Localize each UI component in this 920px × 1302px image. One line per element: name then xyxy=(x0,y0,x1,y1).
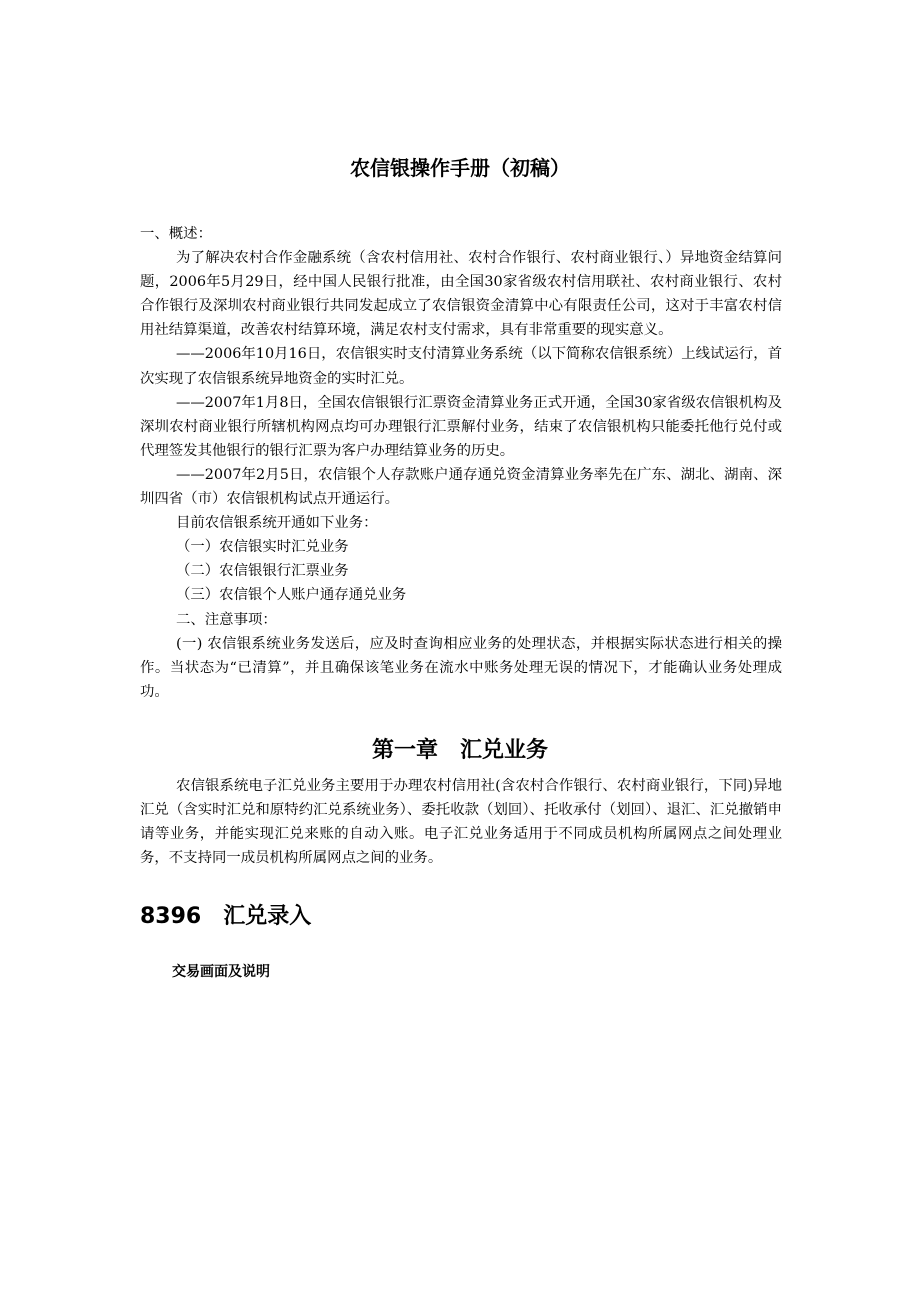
overview-heading: 一、概述： xyxy=(140,226,212,242)
section-heading-8396: 8396 汇兑录入 xyxy=(140,904,312,929)
overview-intro-paragraph: 为了解决农村合作金融系统（含农村信用社、农村合作银行、农村商业银行、）异地资金结算问题，2006年5月29日，经中国人民银行批准，由全国30家省级农村信用联社、农村商业银行、农村合作银行及深圳农村商业银行共同发起成立了农信银资金清算中心有限责任公司，这对于丰富农村信用社结算渠道，改善农村结算环境，满足农村支付需求，具有非常重要的现实意义。 xyxy=(140,250,782,339)
milestone-paragraph: ——2006年10月16日，农信银实时支付清算业务系统（以下简称农信银系统）上线试运行，首次实现了农信银系统异地资金的实时汇兑。 xyxy=(140,346,782,387)
chapter-section xyxy=(140,774,782,870)
overview-section xyxy=(140,222,782,704)
notes-heading: 二、注意事项： xyxy=(176,611,277,628)
chapter-body-paragraph: 农信银系统电子汇兑业务主要用于办理农村信用社(含农村合作银行、农村商业银行，下同)异地汇兑（含实时汇兑和原特约汇兑系统业务）、委托收款（划回）、托收承付（划回）、退汇、汇兑撤销申请等业务，并能实现汇兑来账的自动入账。电子汇兑业务适用于不同成员机构所属网点之间处理业务，不支持同一成员机构所属网点之间的业务。 xyxy=(140,778,782,867)
notes-item-paragraph: (一) 农信银系统业务发送后，应及时查询相应业务的处理状态，并根据实际状态进行相关的操作。当状态为“已清算”，并且确保该笔业务在流水中账务处理无误的情况下，才能确认业务处理成功。 xyxy=(140,635,782,700)
service-list-item: （三）农信银个人账户通存通兑业务 xyxy=(176,587,407,604)
service-list-item: （一）农信银实时汇兑业务 xyxy=(176,539,349,556)
document-title: 农信银操作手册（初稿） xyxy=(350,156,570,180)
milestone-paragraph: ——2007年2月5日，农信银个人存款账户通存通兑资金清算业务率先在广东、湖北、湖南、深圳四省（市）农信银机构试点开通运行。 xyxy=(140,466,782,508)
services-intro: 目前农信银系统开通如下业务： xyxy=(176,515,378,532)
service-list-item: （二）农信银银行汇票业务 xyxy=(176,563,349,580)
chapter-heading: 第一章 汇兑业务 xyxy=(371,738,548,763)
subsection-heading: 交易画面及说明 xyxy=(172,964,270,980)
milestone-paragraph: ——2007年1月8日，全国农信银银行汇票资金清算业务正式开通，全国30家省级农信银机构及深圳农村商业银行所辖机构网点均可办理银行汇票解付业务，结束了农信银机构只能委托他行兑付或代理签发其他银行的银行汇票为客户办理结算业务的历史。 xyxy=(140,394,782,459)
